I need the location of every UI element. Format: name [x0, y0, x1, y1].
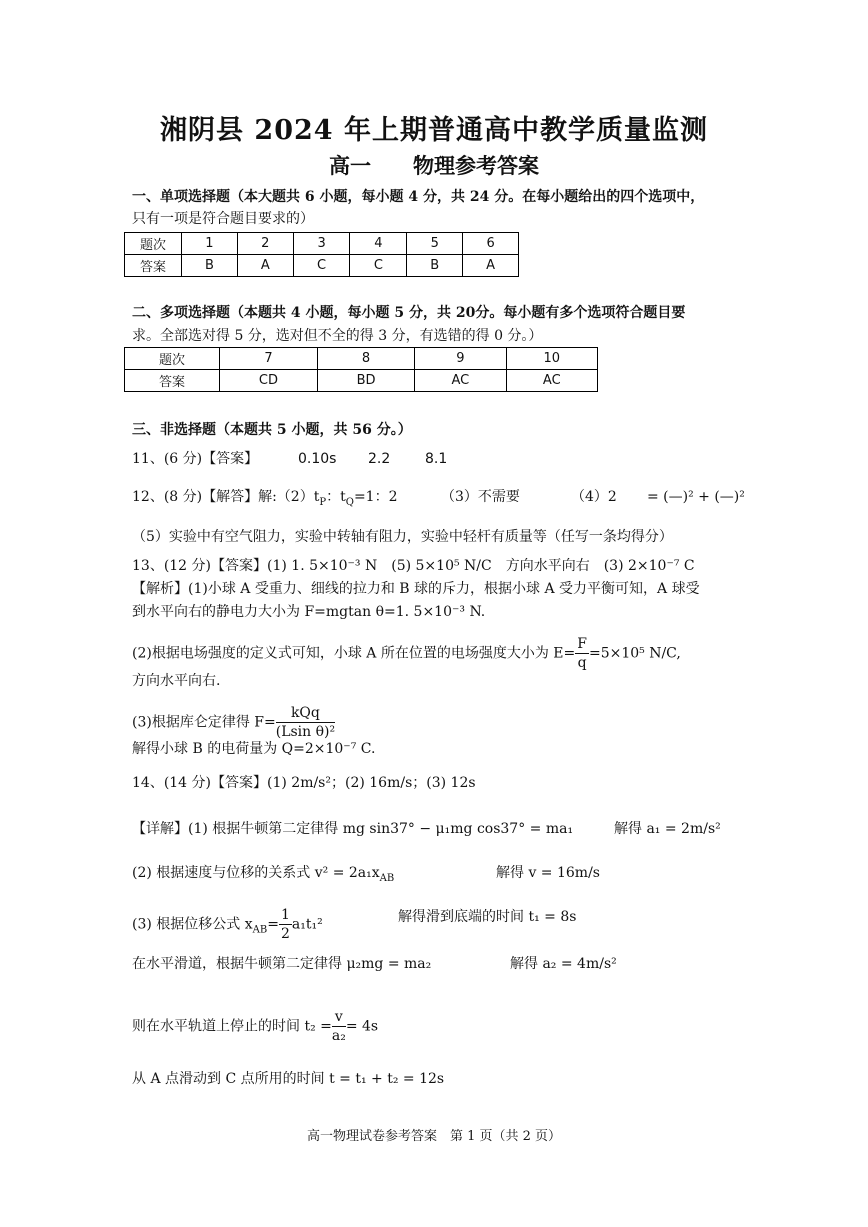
table-cell: B: [182, 255, 238, 277]
q12-part5: （5）实验中有空气阻力，实验中转轴有阻力，实验中轻杆有质量等（任写一条均得分）: [132, 529, 673, 545]
q14-detail-2: (2) 根据速度与位移的关系式 $v^2 = 2a_1x_{AB}$: [132, 865, 395, 884]
q14-detail-2-result: 解得 v = 16m/s: [496, 865, 600, 881]
page-footer: 高一物理试卷参考答案 第 1 页（共 2 页）: [306, 1129, 562, 1144]
table-cell: 3: [293, 233, 350, 255]
row-label-answer: 答案: [125, 370, 220, 392]
table-cell: 6: [463, 233, 519, 255]
table-cell: C: [293, 255, 350, 277]
fraction-v-over-a2: $\frac{v}{\text{a₂}}$: [331, 1009, 346, 1044]
q11-label: 11、(6 分)【答案】: [132, 451, 259, 467]
table-cell: C: [350, 255, 407, 277]
q13-analysis-2: 到水平向右的静电力大小为 F=mgtan θ=1. 5×10⁻³ N.: [132, 604, 486, 620]
q13-analysis-4: 方向水平向右.: [132, 673, 221, 689]
table-cell: B: [407, 255, 463, 277]
q12-part4: （4）2: [571, 489, 617, 505]
q14-detail-1: 【详解】(1) 根据牛顿第二定律得 mg sin37° − μ₁mg cos37° = ma₁: [132, 821, 574, 837]
q14-detail-4: 在水平滑道，根据牛顿第二定律得 μ₂mg = ma₂: [132, 956, 432, 972]
table-cell: AC: [506, 370, 597, 392]
q13-answer: 13、(12 分)【答案】(1) 1. 5×10⁻³ N (5) 5×10⁵ N/C 方向水平向右 (3) 2×10⁻⁷ C: [132, 558, 695, 574]
q14-detail-5: 则在水平轨道上停止的时间 t₂ = $\frac{v}{\text{a₂}}$ = 4s: [132, 1009, 379, 1044]
q13-analysis-5: (3)根据库仑定律得 F= $\frac{\text{kQq}}{\text{(Lsin θ)²}}$: [132, 705, 336, 740]
q12-line: 12、(8 分)【解答】解$:(2)t_P$：$t_Q=1$：2: [132, 489, 398, 508]
table-row: [125, 348, 598, 370]
section1-heading: 一、单项选择题（本大题共 6 小题，每小题 4 分，共 24 分。在每小题给出的四个选项中，: [132, 189, 705, 205]
table-cell: A: [463, 255, 519, 277]
row-label-question: 题次: [125, 348, 220, 370]
q14-detail-3-result: 解得滑到底端的时间 t₁ = 8s: [398, 909, 577, 925]
section1-heading-cont: 只有一项是符合题目要求的）: [132, 211, 314, 227]
table-cell: 4: [350, 233, 407, 255]
table-cell: A: [237, 255, 293, 277]
table-row: [125, 233, 519, 255]
multi-choice-table: [124, 347, 598, 392]
table-cell: 7: [220, 348, 318, 370]
fraction-half: $\frac{1}{2}$: [280, 907, 290, 942]
q12-part3: （3）不需要: [441, 489, 520, 505]
q14-answer: 14、(14 分)【答案】(1) 2m/s²；(2) 16m/s；(3) 12s: [132, 775, 476, 791]
table-cell: 9: [415, 348, 506, 370]
table-cell: 2: [237, 233, 293, 255]
page-title: 湘阴县 2024 年上期普通高中教学质量监测: [160, 115, 708, 146]
table-cell: AC: [415, 370, 506, 392]
q14-detail-6: 从 A 点滑动到 C 点所用的时间 t = t₁ + t₂ = 12s: [132, 1071, 445, 1087]
fraction-f-over-q: $\frac{F}{q}$: [577, 636, 587, 671]
q14-detail-1-result: 解得 a₁ = 2m/s²: [614, 821, 721, 837]
table-cell: 8: [317, 348, 414, 370]
table-cell: 1: [182, 233, 238, 255]
q14-detail-3: (3) 根据位移公式 $x_{AB}=$ $\frac{1}{2}$ a₁t₁²: [132, 907, 323, 942]
table-cell: BD: [317, 370, 414, 392]
row-label-answer: 答案: [125, 255, 182, 277]
section2-heading: 二、多项选择题（本题共 4 小题，每小题 5 分，共 20分。每小题有多个选项符合题目要: [132, 305, 686, 321]
q11-answer-2: 2.2: [368, 451, 391, 467]
single-choice-table: [124, 232, 519, 277]
section2-heading-cont: 求。全部选对得 5 分，选对但不全的得 3 分，有选错的得 0 分。）: [132, 328, 543, 344]
q12-equation: = (—)² + (—)²: [647, 489, 745, 505]
q11-answer-1: 0.10s: [298, 451, 337, 467]
section3-heading: 三、非选择题（本题共 5 小题，共 56 分。）: [132, 422, 412, 438]
table-cell: 10: [506, 348, 597, 370]
table-row: [125, 370, 598, 392]
table-cell: 5: [407, 233, 463, 255]
q13-analysis-6: 解得小球 B 的电荷量为 Q=2×10⁻⁷ C.: [132, 741, 376, 757]
table-row: [125, 255, 519, 277]
page-subtitle: 高一 物理参考答案: [329, 153, 539, 178]
row-label-question: 题次: [125, 233, 182, 255]
q13-analysis-3: (2)根据电场强度的定义式可知，小球 A 所在位置的电场强度大小为 E= $\frac{F}{q}$ =5×10⁵ N/C,: [132, 636, 681, 671]
q13-analysis-1: 【解析】(1)小球 A 受重力、细线的拉力和 B 球的斥力，根据小球 A 受力平衡可知，A 球受: [132, 581, 700, 597]
table-cell: CD: [220, 370, 318, 392]
q11-answer-3: 8.1: [425, 451, 448, 467]
fraction-coulomb: $\frac{\text{kQq}}{\text{(Lsin θ)²}}$: [275, 705, 336, 740]
q14-detail-4-result: 解得 a₂ = 4m/s²: [510, 956, 617, 972]
